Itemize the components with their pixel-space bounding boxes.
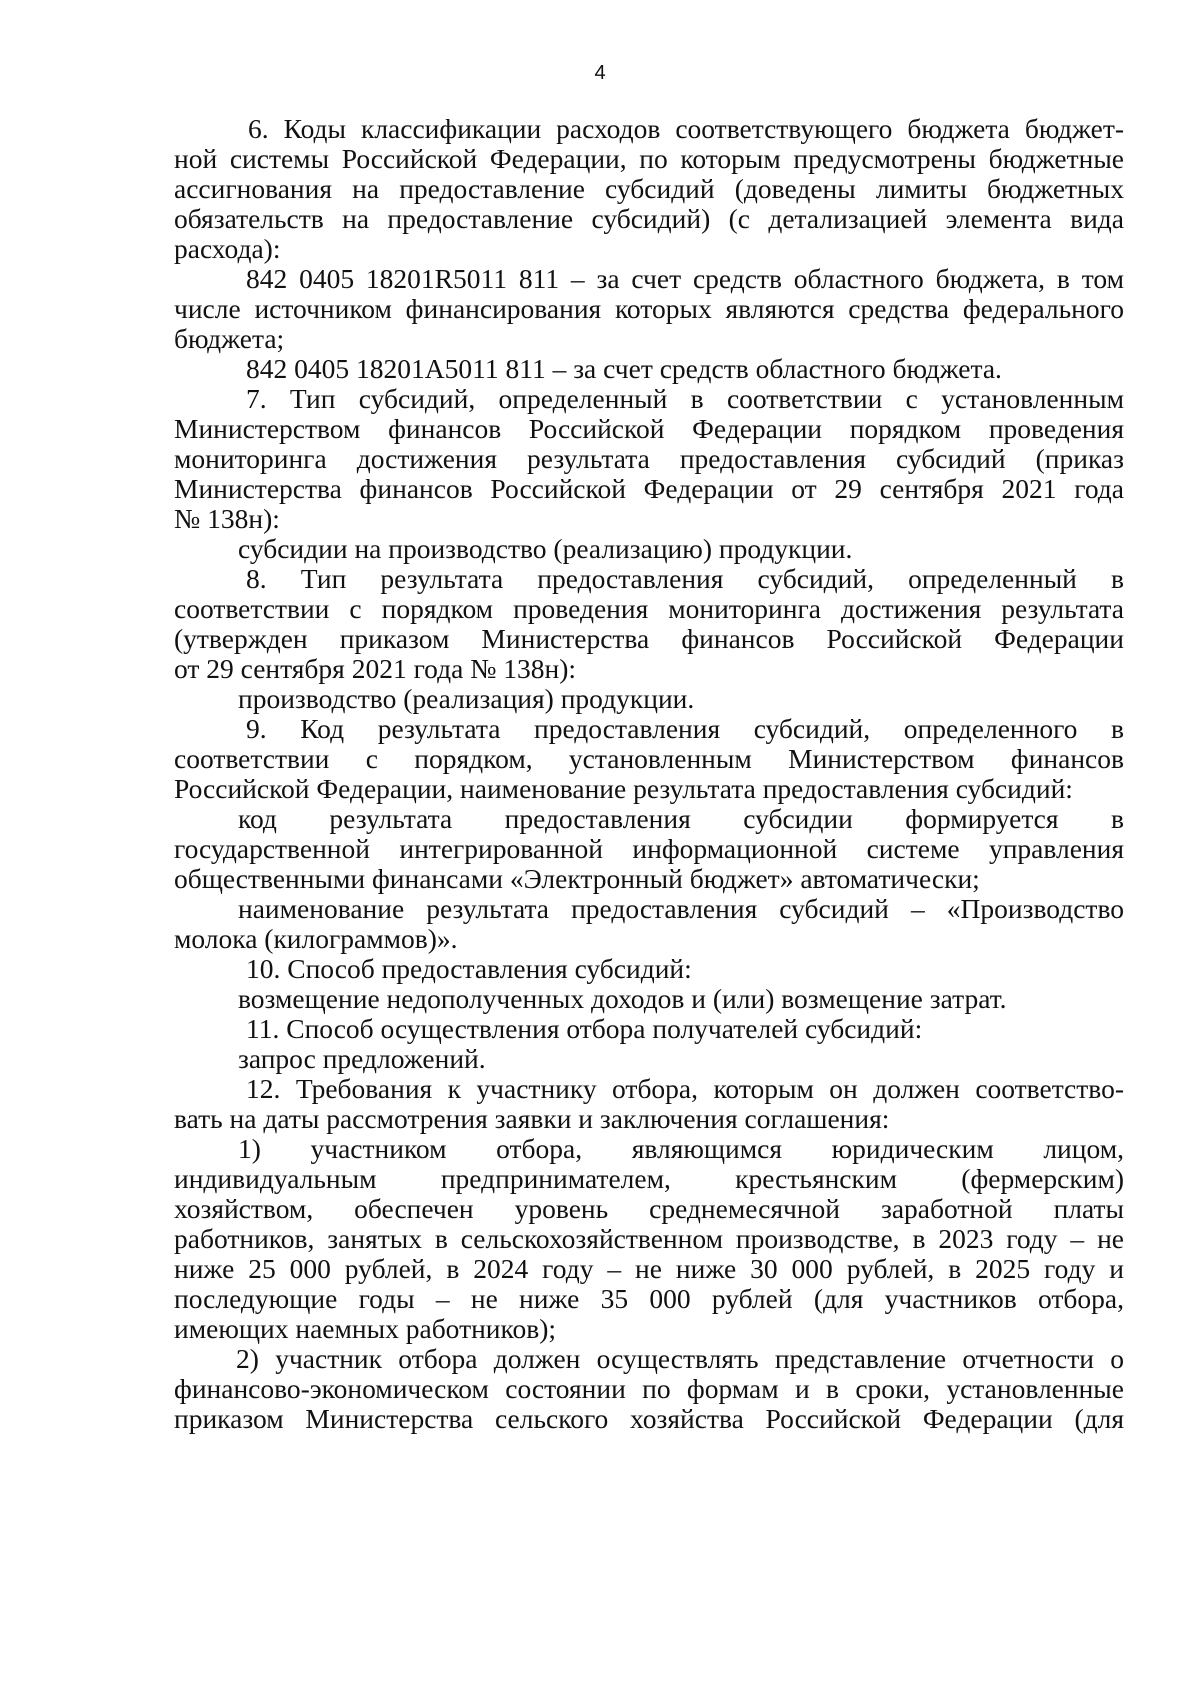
text-line: Министерства финансов Российской Федерации от 29 сентября 2021 года (174, 473, 1124, 504)
text-line: обязательств на предоставление субсидий) (с детализацией элемента вида (174, 203, 1124, 234)
text-line: (утвержден приказом Министерства финансов Российской Федерации (174, 623, 1124, 654)
text-line: бюджета; (174, 323, 285, 354)
paragraph-12-item-2 (174, 1344, 1124, 1434)
text-line: субсидии на производство (реализацию) продукции. (238, 533, 853, 564)
text-line: 10. Способ предоставления субсидий: (246, 953, 692, 984)
text-line: ниже 25 000 рублей, в 2024 году – не ниже 30 000 рублей, в 2025 году и (174, 1253, 1124, 1284)
text-line: запрос предложений. (238, 1043, 486, 1074)
text-line: 8. Тип результата предоставления субсидий, определенный в (246, 563, 1124, 594)
text-line: соответствии с порядком, установленным Министерством финансов (174, 743, 1124, 774)
paragraph-12 (174, 1074, 1124, 1134)
paragraph-9-name (174, 894, 1124, 954)
text-line: Российской Федерации, наименование результата предоставления субсидий: (174, 773, 1073, 804)
paragraph-code-1 (174, 264, 1124, 354)
text-line: молока (килограммов)». (174, 923, 458, 954)
paragraph-7-value (174, 534, 1124, 564)
text-line: ассигнования на предоставление субсидий (доведены лимиты бюджетных (174, 173, 1124, 204)
text-line: 6. Коды классификации расходов соответствующего бюджета бюджет- (248, 113, 1124, 144)
paragraph-9-code (174, 804, 1124, 894)
paragraph-11-value (174, 1044, 1124, 1074)
text-line: 842 0405 18201R5011 811 – за счет средств областного бюджета, в том (246, 263, 1124, 294)
paragraph-12-item-1 (174, 1134, 1124, 1344)
paragraph-8-value (174, 684, 1124, 714)
page-number: 4 (594, 62, 606, 84)
text-line: Министерством финансов Российской Федерации порядком проведения (174, 413, 1124, 444)
document-body (174, 114, 1124, 1434)
text-line: 1) участником отбора, являющимся юридическим лицом, (238, 1133, 1124, 1164)
text-line: расхода): (174, 233, 281, 264)
text-line: № 138н): (174, 503, 280, 534)
text-line: имеющих наемных работников); (174, 1313, 557, 1344)
paragraph-7 (174, 384, 1124, 534)
text-line: мониторинга достижения результата предоставления субсидий (приказ (174, 443, 1124, 474)
text-line: 12. Требования к участнику отбора, которым он должен соответство- (246, 1073, 1124, 1104)
text-line: числе источником финансирования которых являются средства федерального (174, 293, 1124, 324)
text-line: 2) участник отбора должен осуществлять представление отчетности о (236, 1343, 1124, 1374)
paragraph-11 (174, 1014, 1124, 1044)
text-line: последующие годы – не ниже 35 000 рублей (для участников отбора, (174, 1283, 1124, 1314)
paragraph-6 (174, 114, 1124, 264)
text-line: общественными финансами «Электронный бюджет» автоматически; (174, 863, 980, 894)
text-line: государственной интегрированной информационной системе управления (174, 833, 1124, 864)
paragraph-10 (174, 954, 1124, 984)
text-line: работников, занятых в сельскохозяйственном производстве, в 2023 году – не (174, 1223, 1124, 1254)
text-line: приказом Министерства сельского хозяйства Российской Федерации (для (174, 1403, 1124, 1434)
paragraph-8 (174, 564, 1124, 684)
text-line: наименование результата предоставления субсидий – «Производство (238, 893, 1124, 924)
text-line: возмещение недополученных доходов и (или) возмещение затрат. (238, 983, 1007, 1014)
text-line: от 29 сентября 2021 года № 138н): (174, 653, 577, 684)
text-line: вать на даты рассмотрения заявки и заключения соглашения: (174, 1103, 890, 1134)
paragraph-10-value (174, 984, 1124, 1014)
text-line: финансово-экономическом состоянии по формам и в сроки, установленные (174, 1373, 1124, 1404)
text-line: 842 0405 18201А5011 811 – за счет средств областного бюджета. (246, 353, 1002, 384)
text-line: 11. Способ осуществления отбора получателей субсидий: (246, 1013, 923, 1044)
text-line: хозяйством, обеспечен уровень среднемесячной заработной платы (174, 1193, 1124, 1224)
text-line: ной системы Российской Федерации, по которым предусмотрены бюджетные (174, 143, 1124, 174)
paragraph-9 (174, 714, 1124, 804)
text-line: соответствии с порядком проведения мониторинга достижения результата (174, 593, 1124, 624)
paragraph-code-2 (174, 354, 1124, 384)
text-line: производство (реализация) продукции. (238, 683, 695, 714)
text-line: 7. Тип субсидий, определенный в соответствии с установленным (246, 383, 1124, 414)
text-line: 9. Код результата предоставления субсидий, определенного в (246, 713, 1124, 744)
text-line: код результата предоставления субсидии формируется в (238, 803, 1124, 834)
text-line: индивидуальным предпринимателем, крестьянским (фермерским) (174, 1163, 1124, 1194)
